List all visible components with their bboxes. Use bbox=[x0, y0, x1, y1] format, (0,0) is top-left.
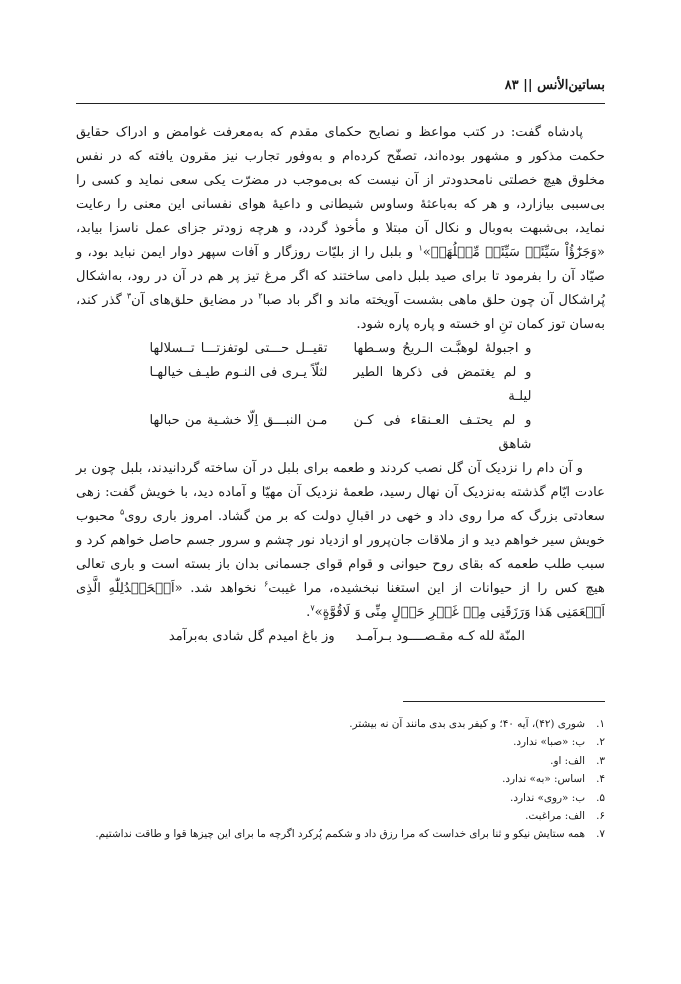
paragraph-2-text-4: . bbox=[306, 605, 311, 620]
paragraph-1-text: پادشاه گفت: در کتب مواعظ و نصایح حکمای مقدم که به‌معرفت غوامض و ادراک حقایق حکمت مذکور و مشهور بوده‌اند، تصفّح کرده‌ام و به‌وفور تجارب نیز مقرون یافته که در نفس مخلوق هیچ خصلتی نامحدودتر از آن نیست که بی‌موجب در مضرّت یکی سعی نماید و کسی را بی‌سببی بیازارد، و هر که به‌باعثهٔ وساوس شیطانی و داعیهٔ هوای نفسانی این معنی را رعایت نماید، بی‌شبهت به‌وبال و نکال آن مبتلا و مأخوذ گردد، و هرچه زودتر جزای عمل ناسزا بیابد، «وَجَزَٰٓؤُاْ سَيِّئَةٖ سَيِّئَةٞ مِّثۡلُهَاۖ» bbox=[76, 125, 605, 260]
footnote-text: شوری (۴۲)، آیه ۴۰؛ و کیفر بدی بدی مانند آن نه بیشتر. bbox=[349, 718, 585, 730]
main-text bbox=[76, 121, 605, 649]
header-rule bbox=[76, 103, 605, 104]
footnote-number: ۲. bbox=[596, 736, 605, 749]
footnote-item bbox=[76, 733, 605, 751]
footnote-item bbox=[76, 825, 605, 843]
footnote-number: ۷. bbox=[596, 828, 605, 841]
footnote-text: اساس: «به» ندارد. bbox=[502, 773, 585, 786]
footnote-text: الف: او. bbox=[550, 754, 585, 767]
paragraph-1 bbox=[76, 121, 605, 337]
footnote-item bbox=[76, 770, 605, 788]
footnote-ref-5[interactable]: ۵ bbox=[119, 507, 125, 517]
footnote-number: ۶. bbox=[596, 810, 605, 823]
verse-line bbox=[76, 337, 605, 361]
running-head: بساتین‌الأنس || ۸۳ bbox=[504, 78, 605, 93]
verse-line bbox=[76, 409, 605, 457]
paragraph-2-text: و آن دام را نزدیک آن گل نصب کردند و طعمه برای بلبل در آن ساخته گردانیدند، بلبل چون بر عادت ایّام گذشته به‌نزدیک آن نهال رسید، طعمهٔ نزدیک آن مهیّا و آماده دید، با خویش گفت: زهی سعادتی بزرگ که مرا روی داد و خهی در اقبالِ دولت که بر من گشاد. امروز باری روی bbox=[76, 461, 605, 524]
footnote-number: ۵. bbox=[596, 791, 605, 804]
paragraph-2-text-3: نخواهد شد. «اَلۡحَمۡدُلِلّٰهِ الَّذِی اَطۡعَمَنِی هَذا وَرَزَقَنِی مِنۡ غَیۡرِ حَوۡلٍ مِنِّی وَ لَاقُوَّةٍ» bbox=[76, 581, 605, 620]
footnote-ref-3[interactable]: ۳ bbox=[126, 291, 132, 301]
footnote-rule bbox=[403, 701, 605, 702]
footnote-number: ۳. bbox=[596, 754, 605, 767]
footnote-ref-6[interactable]: ۶ bbox=[263, 579, 269, 589]
verse-hemistich-right: و لم یغتمض فی ذکرها الطیر لیلـة bbox=[353, 365, 532, 404]
verse-hemistich-right: و اجبولهٔ لوهبَّـت الـریحُ وسـطها bbox=[353, 341, 532, 356]
footnote-item bbox=[76, 807, 605, 825]
paragraph-1-text-3: در مضایق حلق‌های آن bbox=[131, 293, 259, 308]
footnote-item bbox=[76, 752, 605, 770]
footnote-item bbox=[76, 789, 605, 807]
paragraph-2-text-2: محبوب خویش سیر خواهم دید و از ملاقات جان‌پرور او ازدیاد نور چشم و سرور جسم حاصل خواهم کرد و سبب طلب طعمه که بقای روح حیوانی و قوام قوای جسمانی بدان باز بسته است و باری تعالی هیچ کس را از حیوانات از این استغنا نبخشیده، مرا غیبت bbox=[76, 509, 605, 596]
final-verse-left: وز باغ امیدم گل شادی به‌برآمد bbox=[168, 629, 335, 644]
verse-hemistich-left: مـن النبـــق اِلّا خشـیة من حبالها bbox=[149, 413, 328, 428]
footnote-item bbox=[76, 715, 605, 733]
footnote-ref-7[interactable]: ۷ bbox=[310, 603, 315, 613]
footnote-number: ۱. bbox=[596, 718, 605, 730]
verse-hemistich-right: و لم یحتـف العـنقاء فی کـن شاهق bbox=[353, 413, 532, 452]
verse-hemistich-left: تقیــل حـــتی لوتفزتـــا تــسلالها bbox=[149, 341, 328, 356]
footnote-text: ب: «صبا» ندارد. bbox=[513, 736, 585, 749]
footnote-text: الف: مراغبت. bbox=[525, 810, 585, 823]
final-verse bbox=[76, 625, 605, 649]
footnote-text: همه ستایش نیکو و ثنا برای خداست که مرا رزق داد و شکمم پُرکرد اگرچه ما برای این چیزها قوا و طاقت نداشتیم. bbox=[95, 828, 585, 841]
verse-line bbox=[76, 361, 605, 409]
footnote-text: ب: «روی» ندارد. bbox=[510, 791, 585, 804]
final-verse-right: المنّة لله کـه مقـصــــود بـرآمـد bbox=[355, 629, 525, 644]
footnote-number: ۴. bbox=[596, 773, 605, 786]
footnote-ref-1[interactable]: ۱ bbox=[418, 243, 423, 253]
paragraph-2 bbox=[76, 457, 605, 625]
footnote-ref-2[interactable]: ۲ bbox=[258, 291, 263, 301]
verse-hemistich-left: لثلّاً یـری فی النـوم طیـف خیالهـا bbox=[149, 365, 328, 380]
footnotes-list bbox=[76, 715, 605, 844]
paragraph-1-text-2: و بلبل را از بلیّات روزگار و آفات سپهر دوار ایمن نباید بود، و صیّاد آن را بفرمود تا برای صید بلبل دامی ساختند که اگر مرغ تیز پر هم در آن در رود، به‌اشکال پُراشکال آن چون حلق ماهی بشست آویخته ماند و اگر باد صبا bbox=[76, 245, 605, 308]
paragraph-1-text-4: گذر کند، به‌سان توز کمان تنِ او خسته و پاره پاره شود. bbox=[76, 293, 605, 332]
